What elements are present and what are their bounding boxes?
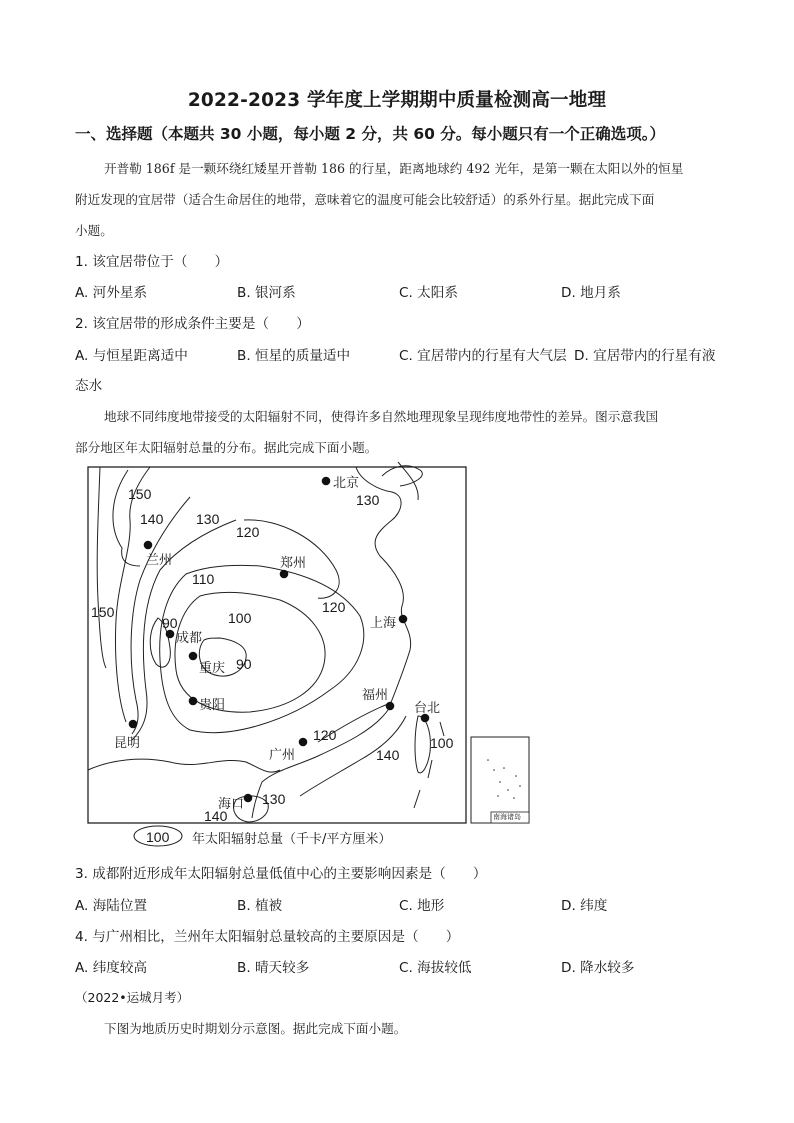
city-dot-lanzhou <box>144 541 153 550</box>
q1-option-b: B. 银河系 <box>237 285 296 301</box>
passage3: 下图为地质历史时期划分示意图。据此完成下面小题。 <box>104 1021 407 1036</box>
isoline-label-100-taiwan: 100 <box>430 735 454 751</box>
boundary-dash-3 <box>414 790 420 808</box>
shandong-peninsula <box>382 466 422 486</box>
inset-label: 南海诸岛 <box>493 813 521 821</box>
passage1-line1: 开普勒 186f 是一颗环绕红矮星开普勒 186 的行星，距离地球约 492 光年，是第一颗在太阳以外的恒星 <box>104 161 684 176</box>
isoline-label-150: 150 <box>128 486 152 502</box>
coastline-east <box>252 467 411 818</box>
q3-option-c: C. 地形 <box>399 898 445 914</box>
q4-option-b: B. 晴天较多 <box>237 960 310 976</box>
city-label-chongqing: 重庆 <box>199 661 226 676</box>
source-note: （2022•运城月考） <box>75 990 190 1005</box>
isoline-label-120: 120 <box>236 524 260 540</box>
q3-option-d: D. 纬度 <box>561 898 608 914</box>
boundary-dash-2 <box>428 760 432 778</box>
q1-option-c: C. 太阳系 <box>399 285 458 301</box>
isoline-130-west <box>131 497 190 734</box>
city-label-haikou: 海口 <box>218 797 245 812</box>
q3-option-a: A. 海陆位置 <box>75 898 148 914</box>
isoline-label-130-haikou: 130 <box>262 791 286 807</box>
city-label-lanzhou: 兰州 <box>146 553 173 568</box>
q4-option-a: A. 纬度较高 <box>75 960 148 976</box>
q1-option-d: D. 地月系 <box>561 285 621 301</box>
isoline-label-140-southeast: 140 <box>376 747 400 763</box>
q2-option-a: A. 与恒星距离适中 <box>75 348 188 364</box>
q1-option-a: A. 河外星系 <box>75 285 148 301</box>
isoline-label-140: 140 <box>140 511 164 527</box>
city-dot-kunming <box>129 720 138 729</box>
q2-option-d: D. 宜居带内的行星有液 <box>574 348 716 364</box>
isoline-label-90-west: 90 <box>162 615 178 631</box>
border-south <box>88 759 280 772</box>
q4-option-c: C. 海拔较低 <box>399 960 472 976</box>
taiwan-island <box>415 716 430 773</box>
question-2-stem: 2. 该宜居带的形成条件主要是（ ） <box>75 316 310 332</box>
legend-text: 年太阳辐射总量（千卡/平方厘米） <box>192 832 392 847</box>
isoline-label-120-south: 120 <box>313 727 337 743</box>
legend-value: 100 <box>146 829 170 845</box>
isoline-150-north <box>113 470 140 566</box>
city-dot-chongqing <box>189 652 198 661</box>
city-dot-shanghai <box>399 615 408 624</box>
isoline-110 <box>160 565 364 732</box>
city-label-zhengzhou: 郑州 <box>280 556 307 571</box>
passage1-line2: 附近发现的宜居带（适合生命居住的地带，意味着它的温度可能会比较舒适）的系外行星。据此完成下面 <box>75 192 655 207</box>
passage1-line3: 小题。 <box>75 223 113 238</box>
q2-option-d-wrap: 态水 <box>75 378 103 394</box>
isoline-label-120-east: 120 <box>322 599 346 615</box>
inset-frame <box>471 737 529 823</box>
passage2-line2: 部分地区年太阳辐射总量的分布。据此完成下面小题。 <box>75 440 378 455</box>
city-label-guangzhou: 广州 <box>269 748 296 763</box>
isoline-label-150-west: 150 <box>91 604 115 620</box>
city-label-shanghai: 上海 <box>370 616 397 631</box>
section-heading: 一、选择题（本题共 30 小题，每小题 2 分，共 60 分。每小题只有一个正确选项。） <box>75 125 666 143</box>
q4-option-d: D. 降水较多 <box>561 960 635 976</box>
city-label-beijing: 北京 <box>333 476 360 491</box>
city-label-taibei: 台北 <box>414 701 441 716</box>
city-dot-haikou <box>244 794 253 803</box>
question-4-stem: 4. 与广州相比，兰州年太阳辐射总量较高的主要原因是（ ） <box>75 929 460 945</box>
passage2-line1: 地球不同纬度地带接受的太阳辐射不同，使得许多自然地理现象呈现纬度地带性的差异。图示意我国 <box>104 409 659 424</box>
isoline-label-130-east: 130 <box>356 492 380 508</box>
isoline-label-140-haikou: 140 <box>204 808 228 824</box>
city-label-kunming: 昆明 <box>114 736 141 751</box>
isoline-label-90-east: 90 <box>236 656 252 672</box>
isoline-label-130: 130 <box>196 511 220 527</box>
boundary-dash-1 <box>440 722 444 736</box>
isoline-label-100: 100 <box>228 610 252 626</box>
isoline-label-110: 110 <box>192 571 215 587</box>
isoline-150-west-outer <box>97 467 106 668</box>
page-title: 2022-2023 学年度上学期期中质量检测高一地理 <box>187 90 607 111</box>
city-label-fuzhou: 福州 <box>362 688 389 703</box>
question-3-stem: 3. 成都附近形成年太阳辐射总量低值中心的主要影响因素是（ ） <box>75 866 487 882</box>
q2-option-c: C. 宜居带内的行星有大气层 <box>399 348 567 364</box>
city-dot-beijing <box>322 477 331 486</box>
city-label-guiyang: 贵阳 <box>199 698 226 713</box>
q3-option-b: B. 植被 <box>237 898 283 914</box>
city-dot-guiyang <box>189 697 198 706</box>
city-label-chengdu: 成都 <box>176 631 203 646</box>
city-dot-guangzhou <box>299 738 308 747</box>
q2-option-b: B. 恒星的质量适中 <box>237 348 351 364</box>
question-1-stem: 1. 该宜居带位于（ ） <box>75 254 229 270</box>
